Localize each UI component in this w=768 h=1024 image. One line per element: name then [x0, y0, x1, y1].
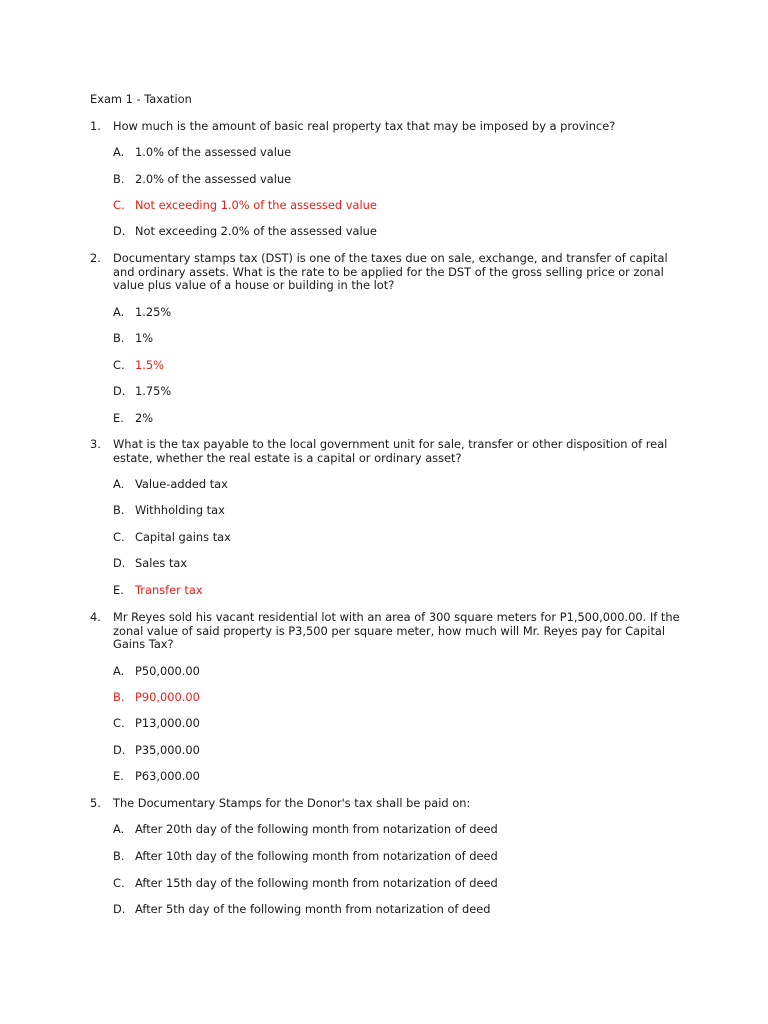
question-2 — [90, 252, 690, 293]
option-text: Capital gains tax — [135, 530, 231, 544]
option-letter: E. — [113, 769, 124, 783]
option-letter: D. — [113, 556, 126, 570]
option-text-correct: 1.5% — [135, 358, 164, 372]
option-text: Value-added tax — [135, 477, 228, 491]
question-number: 2. — [90, 251, 101, 265]
question-number: 5. — [90, 796, 101, 810]
option-letter: B. — [113, 331, 125, 345]
option-letter: B. — [113, 690, 125, 704]
question-number: 1. — [90, 119, 101, 133]
question-text: Mr Reyes sold his vacant residential lot with an area of 300 square meters for P1,500,000.00. If the zonal value of said property is P3,500 per square meter, how much will Mr. Reyes pay for Capital Gains Tax? — [113, 610, 680, 651]
option-letter: E. — [113, 411, 124, 425]
option-letter: C. — [113, 358, 125, 372]
option-letter: A. — [113, 477, 125, 491]
option-text: 1.0% of the assessed value — [135, 145, 292, 159]
option-text: 1.75% — [135, 384, 172, 398]
question-text: What is the tax payable to the local government unit for sale, transfer or other disposition of real estate, whether the real estate is a capital or ordinary asset? — [113, 437, 668, 465]
option-letter: C. — [113, 716, 125, 730]
option-text: 1% — [135, 331, 154, 345]
question-number: 3. — [90, 437, 101, 451]
option-letter: C. — [113, 198, 125, 212]
option-letter: D. — [113, 902, 126, 916]
question-5 — [90, 797, 690, 811]
option-letter: A. — [113, 822, 125, 836]
option-letter: B. — [113, 503, 125, 517]
option-text: 2% — [135, 411, 154, 425]
option-text: P13,000.00 — [135, 716, 200, 730]
option-letter: D. — [113, 224, 126, 238]
option-letter: D. — [113, 743, 126, 757]
option-text: After 20th day of the following month from notarization of deed — [135, 822, 498, 836]
option-text-correct: Transfer tax — [135, 583, 203, 597]
option-text: Not exceeding 1.0% of the assessed value — [135, 198, 377, 212]
question-text: How much is the amount of basic real property tax that may be imposed by a province? — [113, 119, 616, 133]
option-letter: C. — [113, 530, 125, 544]
option-letter: A. — [113, 305, 125, 319]
option-text: After 5th day of the following month from notarization of deed — [135, 902, 491, 916]
option-text: Sales tax — [135, 556, 188, 570]
option-letter: D. — [113, 384, 126, 398]
option-text: P50,000.00 — [135, 664, 200, 678]
option-letter: E. — [113, 583, 124, 597]
option-letter: A. — [113, 145, 125, 159]
option-text: 2.0% of the assessed value — [135, 172, 292, 186]
question-text: The Documentary Stamps for the Donor's tax shall be paid on: — [113, 796, 471, 810]
document-title: Exam 1 - Taxation — [90, 92, 192, 106]
option-text: Not exceeding 2.0% of the assessed value — [135, 224, 377, 238]
question-1 — [90, 120, 690, 134]
option-text: P35,000.00 — [135, 743, 200, 757]
option-text: After 10th day of the following month from notarization of deed — [135, 849, 498, 863]
option-text: 1.25% — [135, 305, 172, 319]
option-text: P90,000.00 — [135, 690, 200, 704]
option-letter: C. — [113, 876, 125, 890]
question-3 — [90, 438, 690, 465]
option-letter: B. — [113, 172, 125, 186]
option-letter: B. — [113, 849, 125, 863]
option-text: P63,000.00 — [135, 769, 200, 783]
question-4 — [90, 611, 690, 652]
question-number: 4. — [90, 610, 101, 624]
option-text: After 15th day of the following month from notarization of deed — [135, 876, 498, 890]
option-letter: A. — [113, 664, 125, 678]
option-text: Withholding tax — [135, 503, 225, 517]
question-text: Documentary stamps tax (DST) is one of the taxes due on sale, exchange, and transfer of capital and ordinary assets. What is the rate to be applied for the DST of the gross selling price or zonal value plus value of a house or building in the lot? — [113, 251, 668, 292]
